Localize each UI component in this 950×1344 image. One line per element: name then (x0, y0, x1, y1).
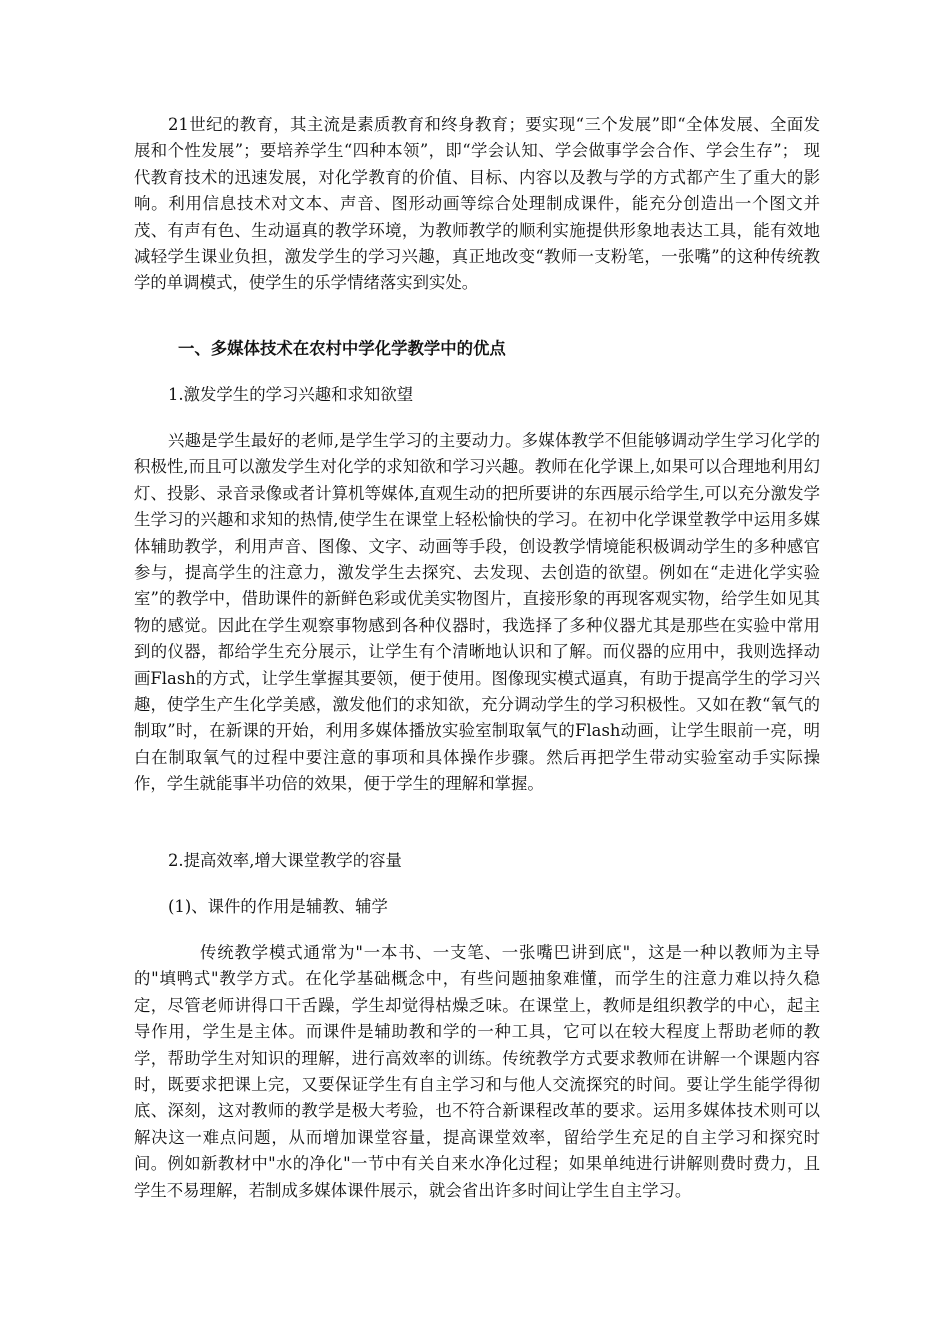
subsection-item-title: (1)、课件的作用是辅教、辅学 (168, 897, 388, 916)
section-heading: 一、多媒体技术在农村中学化学教学中的优点 (178, 339, 506, 358)
subsection-title-1: 1.激发学生的学习兴趣和求知欲望 (168, 385, 414, 404)
subsection-paragraph-1: 兴趣是学生最好的老师,是学生学习的主要动力。多媒体教学不但能够调动学生学习化学的积极性,而且可以激发学生对化学的求知欲和学习兴趣。教师在化学课上,如果可以合理地利用幻灯、投影、录音录像或者计算机等媒体,直观生动的把所要讲的东西展示给学生,可以充分激发学生学习的兴趣和求知的热情,使学生在课堂上轻松愉快的学习。在初中化学课堂教学中运用多媒体辅助教学，利用声音、图像、文字、动画等手段，创设教学情境能积极调动学生的多种感官参与，提高学生的注意力，激发学生去探究、去发现、去创造的欲望。例如在“走进化学实验室”的教学中，借助课件的新鲜色彩或优美实物图片，直接形象的再现客观实物，给学生如见其物的感觉。因此在学生观察事物感到各种仪器时，我选择了多种仪器尤其是那些在实验中常用到的仪器，都给学生充分展示，让学生有个清晰地认识和了解。而仪器的应用中，我则选择动画Flash的方式，让学生掌握其要领，便于使用。图像现实模式逼真，有助于提高学生的学习兴趣，使学生产生化学美感，激发他们的求知欲，充分调动学生的学习积极性。又如在教“氧气的制取”时，在新课的开始，利用多媒体播放实验室制取氧气的Flash动画，让学生眼前一亮，明白在制取氧气的过程中要注意的事项和具体操作步骤。然后再把学生带动实验室动手实际操作，学生就能事半功倍的效果，便于学生的理解和掌握。 (134, 431, 820, 794)
subsection-paragraph-2: 传统教学模式通常为"一本书、一支笔、一张嘴巴讲到底"，这是一种以教师为主导的"填鸭式"教学方式。在化学基础概念中，有些问题抽象难懂，而学生的注意力难以持久稳定，尽管老师讲得口干舌躁，学生却觉得枯燥乏味。在课堂上，教师是组织教学的中心，起主导作用，学生是主体。而课件是辅助教和学的一种工具，它可以在较大程度上帮助老师的教学，帮助学生对知识的理解，进行高效率的训练。传统教学方式要求教师在讲解一个课题内容时，既要求把课上完，又要保证学生有自主学习和与他人交流探究的时间。要让学生能学得彻底、深刻，这对教师的教学是极大考验，也不符合新课程改革的要求。运用多媒体技术则可以解决这一难点问题，从而增加课堂容量，提高课堂效率，留给学生充足的自主学习和探究时间。例如新教材中"水的净化"一节中有关自来水净化过程；如果单纯进行讲解则费时费力，且学生不易理解，若制成多媒体课件展示，就会省出许多时间让学生自主学习。 (134, 943, 820, 1200)
intro-paragraph: 21世纪的教育，其主流是素质教育和终身教育；要实现“三个发展”即“全体发展、全面发展和个性发展”；要培养学生“四种本领”，即“学会认知、学会做事学会合作、学会生存”； 现代教育技术的迅速发展，对化学教育的价值、目标、内容以及教与学的方式都产生了重大的影响。利用信息技术对文本、声音、图形动画等综合处理制成课件，能充分创造出一个图文并茂、有声有色、生动逼真的教学环境，为教师教学的顺利实施提供形象地表达工具，能有效地减轻学生课业负担，激发学生的学习兴趣，真正地改变“教师一支粉笔，一张嘴”的这种传统教学的单调模式，使学生的乐学情绪落实到实处。 (134, 115, 820, 293)
subsection-title-2: 2.提高效率,增大课堂教学的容量 (168, 851, 402, 870)
